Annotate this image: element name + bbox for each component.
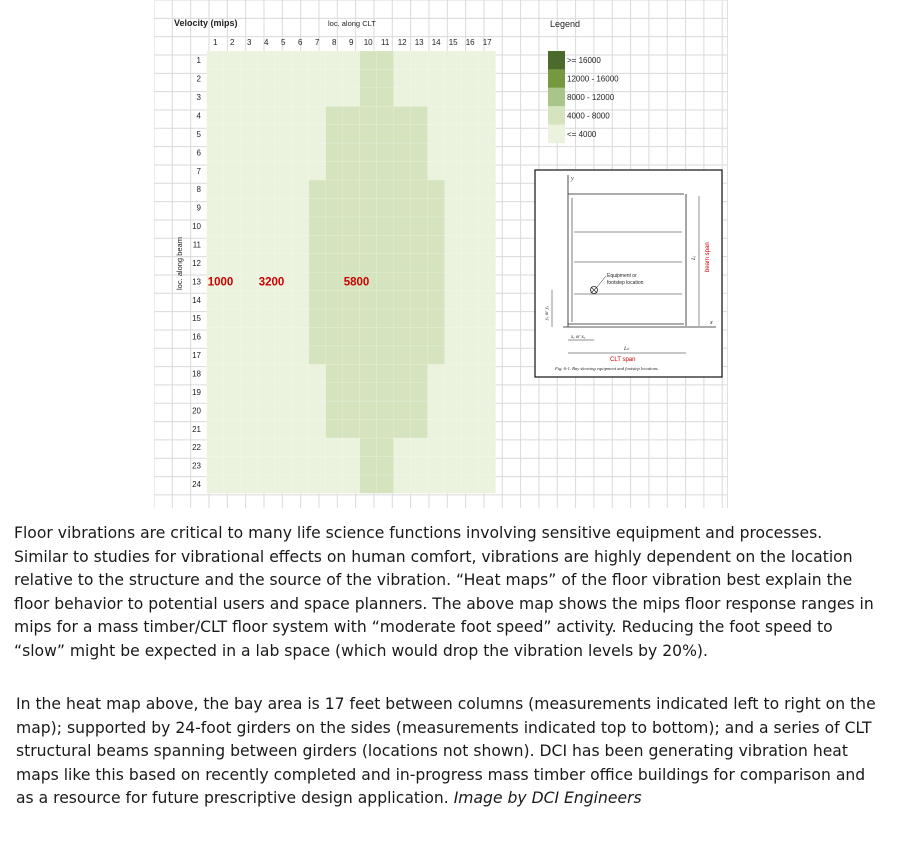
row-tick-label: 19 [192, 387, 201, 397]
x-offset-label: xₑ or xₐ [571, 335, 586, 340]
column-tick-label: 14 [431, 38, 441, 47]
legend-label: 4000 - 8000 [567, 111, 610, 121]
row-tick-label: 14 [192, 295, 201, 305]
body-paragraph-2-text: In the heat map above, the bay area is 17 feet between columns (measurements indicated left to right on the map); supported by 24-foot girders on the sides (measurements indicated top to bottom); and a series of CLT structural beams spanning between girders (locations not shown). DCI has been generating vibration heat maps like this based on recently completed and in-progress mass timber office buildings for comparison and as a resource for future prescriptive design application. [16, 695, 876, 808]
vibration-heatmap-figure [154, 0, 728, 508]
column-tick-label: 4 [263, 38, 269, 47]
column-tick-label: 10 [363, 38, 373, 47]
heatmap-row-axis-title: loc. along beam [175, 237, 184, 290]
row-tick-label: 2 [196, 74, 201, 84]
legend-swatch [548, 88, 565, 106]
image-credit: Image by DCI Engineers [453, 789, 642, 808]
column-tick-label: 8 [331, 38, 337, 47]
legend [548, 51, 619, 143]
legend-title: Legend [550, 19, 581, 29]
clt-span-label: CLT span [610, 357, 636, 363]
bay-diagram [535, 170, 722, 377]
beam-span-label: beam span [705, 242, 711, 272]
legend-label: >= 16000 [567, 56, 601, 66]
y-offset-label: yₑ or yₐ [545, 305, 550, 320]
row-tick-label: 7 [196, 166, 201, 176]
heatmap-svg [154, 0, 727, 508]
column-tick-labels [213, 38, 492, 47]
column-tick-label: 2 [229, 38, 235, 47]
row-tick-label: 6 [196, 148, 201, 158]
body-paragraph-2 [16, 693, 882, 811]
row-tick-labels [192, 56, 201, 489]
column-tick-label: 11 [381, 38, 390, 47]
row-tick-label: 8 [196, 185, 201, 195]
heatmap-value-label: 1000 [207, 276, 234, 289]
heatmap-column-axis-title: loc. along CLT [328, 19, 376, 28]
column-tick-label: 1 [212, 38, 218, 47]
column-tick-label: 17 [482, 38, 492, 47]
y-axis-symbol: y [571, 176, 574, 182]
row-tick-label: 17 [192, 351, 201, 361]
column-tick-label: 16 [465, 38, 475, 47]
lb-label: Lₕ [624, 346, 630, 352]
row-tick-label: 10 [192, 222, 201, 232]
heatmap-value-label: 5800 [343, 276, 370, 289]
legend-label: 12000 - 16000 [567, 74, 619, 84]
row-tick-label: 12 [192, 258, 201, 268]
row-tick-label: 24 [192, 480, 201, 490]
column-tick-label: 5 [280, 38, 286, 47]
column-tick-label: 12 [397, 38, 407, 47]
row-tick-label: 3 [196, 93, 201, 103]
column-tick-label: 7 [314, 38, 320, 47]
row-tick-label: 16 [192, 332, 201, 342]
heatmap-value-label: 3200 [258, 276, 285, 289]
row-tick-label: 4 [196, 111, 201, 121]
column-tick-label: 13 [414, 38, 424, 47]
row-tick-label: 1 [196, 56, 201, 66]
row-tick-label: 5 [196, 129, 201, 139]
equipment-label-line2: footstep location [607, 280, 644, 286]
row-tick-label: 11 [192, 240, 201, 250]
legend-swatch [548, 51, 565, 69]
column-tick-label: 15 [448, 38, 458, 47]
row-tick-label: 13 [192, 277, 201, 287]
row-tick-label: 22 [192, 443, 201, 453]
column-tick-label: 9 [348, 38, 354, 47]
row-tick-label: 9 [196, 203, 201, 213]
row-tick-label: 20 [192, 406, 201, 416]
legend-label: <= 4000 [567, 129, 597, 139]
equipment-label-line1: Equipment or [607, 273, 637, 279]
heatmap-title: Velocity (mips) [174, 18, 238, 28]
lj-label: Lⱼ [691, 255, 697, 260]
row-tick-label: 15 [192, 314, 201, 324]
row-tick-label: 23 [192, 461, 201, 471]
diagram-figure-caption: Fig. 6-1. Bay showing equipment and footstep locations. [555, 366, 659, 371]
column-tick-label: 6 [297, 38, 303, 47]
legend-label: 8000 - 12000 [567, 93, 615, 103]
legend-swatch [548, 69, 565, 87]
x-axis-symbol: x [710, 320, 713, 326]
row-tick-label: 18 [192, 369, 201, 379]
legend-swatch [548, 106, 565, 124]
row-tick-label: 21 [192, 424, 201, 434]
legend-swatch [548, 125, 565, 143]
column-tick-label: 3 [246, 38, 252, 47]
body-paragraph-1: Floor vibrations are critical to many life science functions involving sensitive equipment and processes. Similar to studies for vibrational effects on human comfort, vibrations are highly dependent on the location relative to the structure and the source of the vibration. “Heat maps” of the floor vibration best explain the floor behavior to potential users and space planners. The above map shows the mips floor response ranges in mips for a mass timber/CLT floor system with “moderate foot speed” activity. Reducing the foot speed to “slow” might be expected in a lab space (which would drop the vibration levels by 20%). [14, 524, 874, 660]
